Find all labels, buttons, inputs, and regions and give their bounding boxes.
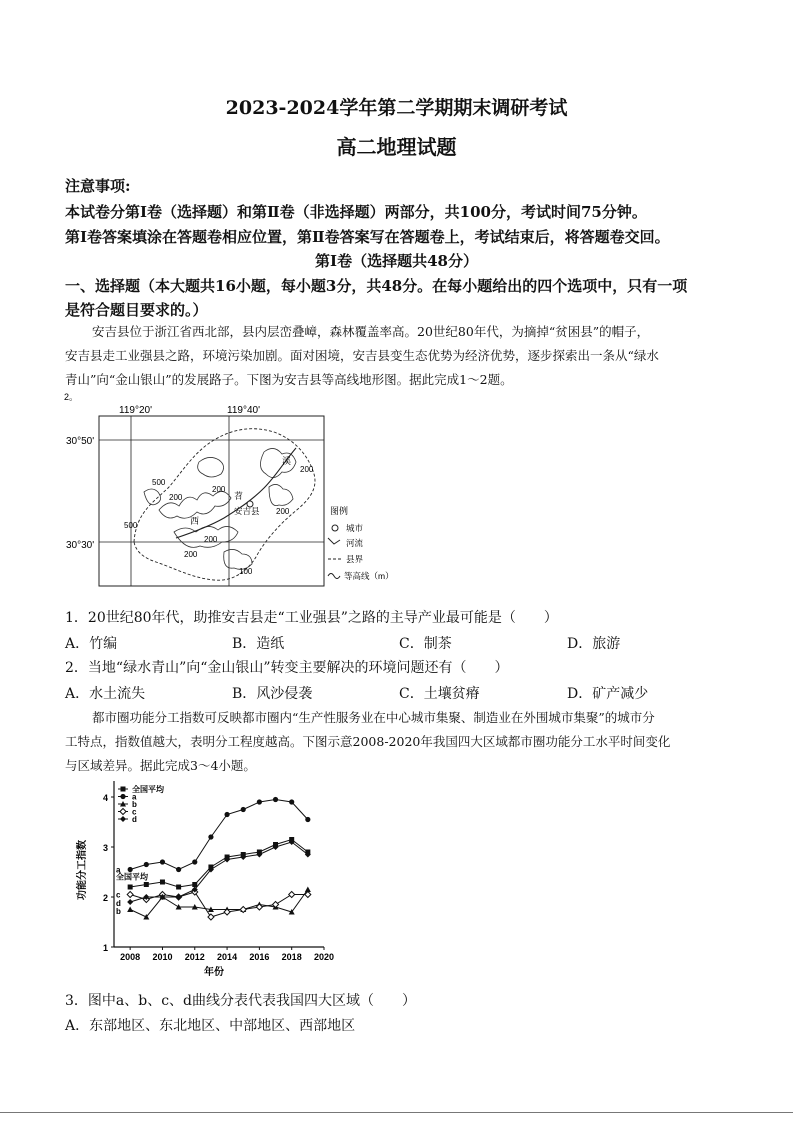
question-2-option-c[interactable]: C．土壤贫瘠 <box>399 686 480 702</box>
chart-x-tick-label: 2008 <box>120 952 141 962</box>
question-2-option-d[interactable]: D．矿产减少 <box>567 686 649 702</box>
passage-2 <box>65 706 745 778</box>
chart-point <box>127 899 133 905</box>
chart-x-tick-label: 2018 <box>281 952 302 962</box>
chart-inline-label: a <box>116 865 121 875</box>
chart-point <box>208 834 213 839</box>
passage-1-line-1: 安吉县位于浙江省西北部，县内层峦叠嶂，森林覆盖率高。20世纪80年代，为摘掉“贫困县”的帽子， <box>92 324 650 339</box>
river-label-tiao: 苕 <box>234 491 244 501</box>
contour-label: 200 <box>300 465 314 474</box>
contour-line <box>269 484 293 505</box>
chart-x-tick-label: 2014 <box>217 952 238 962</box>
chart-inline-label: d <box>116 899 121 908</box>
chart-legend-marker <box>120 809 126 815</box>
question-1-stem: 1．20世纪80年代，助推安吉县走“工业强县”之路的主导产业最可能是（ ） <box>65 610 558 626</box>
question-1-option-a[interactable]: A．竹编 <box>65 636 118 652</box>
contour-map <box>64 392 394 592</box>
chart-series-line-b <box>130 890 308 918</box>
chart-point <box>127 892 133 898</box>
chart-legend-label: d <box>132 815 137 824</box>
chart-point <box>160 859 165 864</box>
chart-x-tick-label: 2020 <box>313 952 335 962</box>
line-chart <box>62 775 342 980</box>
notice-line-1: 本试卷分第Ⅰ卷（选择题）和第Ⅱ卷（非选择题）两部分，共100分，考试时间75分钟。 <box>65 203 647 221</box>
chart-legend-label: 全国平均 <box>132 785 164 794</box>
question-1-option-c[interactable]: C．制茶 <box>399 636 452 652</box>
question-3-option-a[interactable]: A．东部地区、东北地区、中部地区、西部地区 <box>65 1018 356 1034</box>
legend-title: 图例 <box>330 506 349 516</box>
river-label-xi: 溪 <box>282 456 292 466</box>
chart-x-tick-label: 2010 <box>152 952 173 962</box>
chart-inline-label: b <box>116 907 121 916</box>
legend-contour-icon <box>328 574 340 579</box>
chart-point <box>176 894 182 900</box>
chart-point <box>257 799 262 804</box>
chart-y-tick-label: 1 <box>102 943 108 953</box>
chart-point <box>241 807 246 812</box>
exam-title: 2023-2024学年第二学期期末调研考试 <box>225 97 568 119</box>
passage-2-line-3: 与区域差异。据此完成3～4小题。 <box>65 758 256 773</box>
map-stray-mark: 2。 <box>64 392 79 402</box>
city-label: 安吉县 <box>234 506 260 516</box>
contour-label: 200 <box>276 507 290 516</box>
chart-y-tick-label: 2 <box>102 893 108 903</box>
notice-heading: 注意事项: <box>65 177 131 195</box>
chart-point <box>144 882 149 887</box>
chart-legend-label: a <box>132 792 137 802</box>
passage-1 <box>65 320 735 392</box>
question-2-stem: 2．当地“绿水青山”向“金山银山”转变主要解决的环境问题还有（ ） <box>65 660 509 676</box>
question-1-option-d[interactable]: D．旅游 <box>567 636 621 652</box>
chart-x-tick-label: 2012 <box>184 952 205 962</box>
section-instruction-1: 一、选择题（本大题共16小题，每小题3分，共48分。在每小题给出的四个选项中，只有一项 <box>65 277 688 295</box>
chart-y-tick-label: 4 <box>102 793 108 803</box>
notice-line-2: 第Ⅰ卷答案填涂在答题卷相应位置，第Ⅱ卷答案写在答题卷上，考试结束后，将答题卷交回。 <box>65 228 670 246</box>
legend-city-icon <box>332 525 338 531</box>
chart-point <box>305 817 310 822</box>
river-label-west: 西 <box>190 516 200 526</box>
map-frame <box>99 416 324 586</box>
chart-series-line-d <box>130 842 308 902</box>
map-lat-2: 30°30' <box>66 540 95 551</box>
chart-legend-label: b <box>132 800 137 809</box>
chart-legend-marker <box>120 794 125 799</box>
page-bottom-rule <box>0 1112 793 1113</box>
contour-map-figure <box>64 392 394 592</box>
passage-1-line-3: 青山”向“金山银山”的发展路子。下图为安吉县等高线地形图。据此完成1～2题。 <box>65 372 513 387</box>
chart-point <box>144 862 149 867</box>
chart-point <box>192 882 197 887</box>
line-chart-figure <box>62 775 342 980</box>
chart-point <box>289 799 294 804</box>
map-lon-2: 119°40' <box>227 405 260 416</box>
section-instruction-2: 是符合题目要求的。） <box>65 301 208 319</box>
passage-2-line-1: 都市圈功能分工指数可反映都市圈内“生产性服务业在中心城市集聚、制造业在外围城市集聚”的城市分 <box>92 710 655 725</box>
chart-point <box>128 885 133 890</box>
contour-label: 200 <box>204 535 218 544</box>
contour-label: 200 <box>184 550 198 559</box>
chart-point <box>160 880 165 885</box>
contour-label: 100 <box>239 567 253 576</box>
legend-river: 河流 <box>346 538 364 548</box>
contour-label: 500 <box>124 521 138 530</box>
chart-point <box>208 914 214 920</box>
chart-inline-label: 全国平均 <box>116 872 148 882</box>
exam-subtitle: 高二地理试题 <box>336 135 457 159</box>
chart-series-line-a <box>130 800 308 870</box>
legend-border: 县界 <box>346 554 364 564</box>
chart-point <box>176 867 181 872</box>
chart-point <box>176 885 181 890</box>
contour-label: 200 <box>212 485 226 494</box>
chart-point <box>289 892 295 898</box>
chart-point <box>127 907 133 913</box>
passage-2-line-2: 工特点，指数值越大，表明分工程度越高。下图示意2008-2020年我国四大区域都市圈功能分工水平时间变化 <box>65 734 671 749</box>
contour-label: 500 <box>152 478 166 487</box>
question-2-option-b[interactable]: B．风沙侵袭 <box>232 686 313 702</box>
passage-1-line-2: 安吉县走工业强县之路，环境污染加剧。面对困境，安吉县变生态优势为经济优势，逐步探索出一条从“绿水 <box>65 348 659 363</box>
chart-y-tick-label: 3 <box>102 843 108 853</box>
map-lat-1: 30°50' <box>66 436 95 447</box>
legend-contour: 等高线（m） <box>344 571 394 581</box>
chart-point <box>224 812 229 817</box>
chart-legend-marker <box>121 787 126 792</box>
legend-river-icon <box>328 538 340 544</box>
chart-inline-label: c <box>116 890 121 900</box>
chart-point <box>128 867 133 872</box>
section-heading: 第Ⅰ卷（选择题共48分） <box>315 252 478 270</box>
chart-legend-label: c <box>132 807 137 817</box>
legend-city: 城市 <box>346 523 364 533</box>
contour-label: 200 <box>169 493 183 502</box>
chart-ylabel: 功能分工指数 <box>77 840 88 900</box>
chart-legend-marker <box>120 816 126 822</box>
question-2-option-a[interactable]: A．水土流失 <box>65 686 146 702</box>
contour-line <box>198 457 224 477</box>
chart-point <box>273 797 278 802</box>
question-3-stem: 3．图中a、b、c、d曲线分表代表我国四大区域（ ） <box>65 993 417 1009</box>
chart-xlabel: 年份 <box>204 967 224 978</box>
map-lon-1: 119°20' <box>119 405 152 416</box>
chart-point <box>192 859 197 864</box>
question-1-option-b[interactable]: B．造纸 <box>232 636 285 652</box>
chart-x-tick-label: 2016 <box>249 952 270 962</box>
